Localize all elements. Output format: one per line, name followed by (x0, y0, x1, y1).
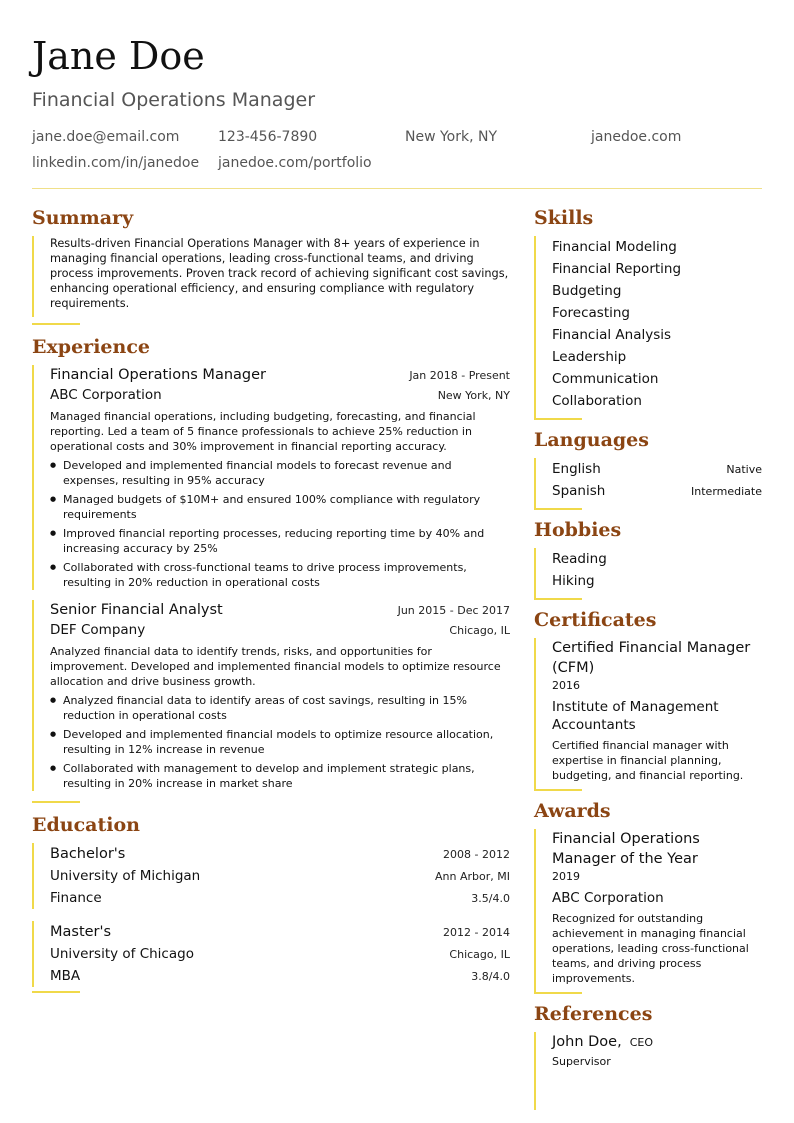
right-column (534, 206, 762, 1110)
certificate-year: 2016 (552, 679, 580, 692)
experience-section (32, 335, 510, 803)
section-heading: Education (32, 814, 140, 836)
languages-list (534, 458, 762, 508)
candidate-name: Jane Doe (32, 34, 205, 78)
header-divider (32, 188, 762, 189)
contact-website[interactable]: janedoe.com (591, 129, 682, 145)
education-entry (32, 921, 510, 987)
section-heading: Summary (32, 207, 134, 229)
section-heading: References (534, 1003, 653, 1025)
section-heading: Hobbies (534, 519, 622, 541)
award-entry (534, 829, 762, 992)
hobby-item: Reading (552, 551, 607, 567)
reference-name: John Doe, (552, 1034, 622, 1050)
edu-gpa: 3.8/4.0 (471, 970, 510, 983)
contact-phone[interactable]: 123-456-7890 (218, 129, 318, 145)
languages-section (534, 428, 762, 510)
skill-item: Budgeting (552, 283, 622, 299)
certificate-description: Certified financial manager with expertise in financial planning, budgeting, and financial reporting. (552, 739, 744, 782)
edu-location: Chicago, IL (449, 948, 510, 961)
section-heading: Experience (32, 336, 150, 358)
edu-location: Ann Arbor, MI (435, 870, 510, 883)
section-end-line (534, 508, 582, 510)
certificate-name: Certified Financial Manager (CFM) (552, 640, 751, 676)
summary-text: Results-driven Financial Operations Manager with 8+ years of experience in managing financial operations, leading cross-functional teams, and driving process improvements. Proven track record of achieving significant cost savings, enhancing operational efficiency, and ensuring compliance with regulatory requirements. (50, 237, 509, 310)
edu-degree: Bachelor's (50, 846, 126, 862)
skill-item: Financial Reporting (552, 261, 682, 277)
job-title: Senior Financial Analyst (50, 602, 223, 618)
job-title: Financial Operations Manager (50, 367, 266, 383)
language-level: Native (726, 463, 762, 476)
job-entry (32, 600, 510, 791)
job-location: New York, NY (437, 389, 510, 402)
section-end-line (534, 598, 582, 600)
education-entry (32, 843, 510, 909)
award-year: 2019 (552, 870, 580, 883)
contact-linkedin[interactable]: linkedin.com/in/janedoe (32, 155, 200, 171)
award-name: Financial Operations Manager of the Year (552, 831, 700, 867)
list-item: ● Improved financial reporting processes, reducing reporting time by 40% and increasing accuracy by 25% (50, 526, 510, 556)
award-org: ABC Corporation (552, 890, 664, 906)
job-description: Analyzed financial data to identify trends, risks, and opportunities for improvement. Developed and implemented financial models to optimize resource allocation and drive business growth. (50, 645, 501, 688)
job-dates: Jun 2015 - Dec 2017 (397, 604, 510, 617)
certificate-entry (534, 638, 762, 789)
edu-school: University of Chicago (50, 946, 194, 962)
job-entry (32, 365, 510, 590)
section-heading: Languages (534, 429, 649, 451)
list-item: ● Managed budgets of $10M+ and ensured 100% compliance with regulatory requirements (50, 492, 510, 522)
skills-list (534, 236, 762, 418)
edu-field: MBA (50, 968, 81, 984)
job-bullets (50, 458, 510, 590)
job-company: ABC Corporation (50, 387, 162, 403)
skill-item: Communication (552, 371, 659, 387)
skill-item: Forecasting (552, 305, 631, 321)
award-description: Recognized for outstanding achievement in managing financial operations, leading cross-functional teams, and driving process improvements. (552, 912, 749, 985)
section-end-line (534, 418, 582, 420)
section-end-line (32, 323, 80, 325)
list-item: ● Analyzed financial data to identify areas of cost savings, resulting in 15% reduction in operational costs (50, 693, 510, 723)
language-name: English (552, 461, 601, 477)
references-section (534, 1002, 762, 1110)
job-dates: Jan 2018 - Present (409, 369, 510, 382)
skill-item: Financial Analysis (552, 327, 672, 343)
list-item: ● Developed and implemented financial models to optimize resource allocation, resulting in 12% increase in revenue (50, 727, 510, 757)
contact-portfolio[interactable]: janedoe.com/portfolio (218, 155, 372, 171)
skills-section (534, 206, 762, 420)
job-description: Managed financial operations, including budgeting, forecasting, and financial reporting. Led a team of 5 finance professionals to achieve 25% reduction in operational costs and 30% improvement in financial reporting accuracy. (50, 410, 476, 453)
section-heading: Awards (534, 800, 611, 822)
hobby-item: Hiking (552, 573, 595, 589)
section-end-line (534, 789, 582, 791)
edu-degree: Master's (50, 924, 112, 940)
summary-bar (32, 236, 510, 317)
contact-location: New York, NY (405, 129, 498, 145)
list-item: ● Developed and implemented financial models to forecast revenue and expenses, resulting in 95% accuracy (50, 458, 510, 488)
language-level: Intermediate (691, 485, 762, 498)
candidate-title: Financial Operations Manager (32, 89, 316, 111)
certificates-section (534, 608, 762, 791)
contact-email[interactable]: jane.doe@email.com (32, 129, 180, 145)
edu-dates: 2012 - 2014 (443, 926, 510, 939)
skill-item: Financial Modeling (552, 239, 677, 255)
section-heading: Skills (534, 207, 594, 229)
edu-dates: 2008 - 2012 (443, 848, 510, 861)
section-heading: Certificates (534, 609, 657, 631)
edu-field: Finance (50, 890, 102, 906)
job-location: Chicago, IL (449, 624, 510, 637)
skill-item: Collaboration (552, 393, 642, 409)
job-company: DEF Company (50, 622, 146, 638)
edu-gpa: 3.5/4.0 (471, 892, 510, 905)
summary-section (32, 206, 510, 325)
list-item: ● Collaborated with management to develop and implement strategic plans, resulting in 20% increase in market share (50, 761, 510, 791)
hobbies-section (534, 518, 762, 600)
section-end-line (32, 991, 80, 993)
left-column (32, 206, 510, 993)
list-item: ● Collaborated with cross-functional teams to drive process improvements, resulting in 20% reduction in operational costs (50, 560, 510, 590)
language-name: Spanish (552, 483, 606, 499)
reference-role: CEO (629, 1036, 654, 1049)
reference-entry (534, 1032, 762, 1110)
section-end-line (32, 801, 80, 803)
hobbies-list (534, 548, 762, 598)
education-section (32, 813, 510, 993)
section-end-line (534, 992, 582, 994)
edu-school: University of Michigan (50, 868, 201, 884)
skill-item: Leadership (552, 349, 627, 365)
reference-relation: Supervisor (552, 1055, 611, 1068)
awards-section (534, 799, 762, 994)
job-bullets (50, 693, 510, 791)
certificate-org: Institute of Management Accountants (552, 699, 719, 733)
